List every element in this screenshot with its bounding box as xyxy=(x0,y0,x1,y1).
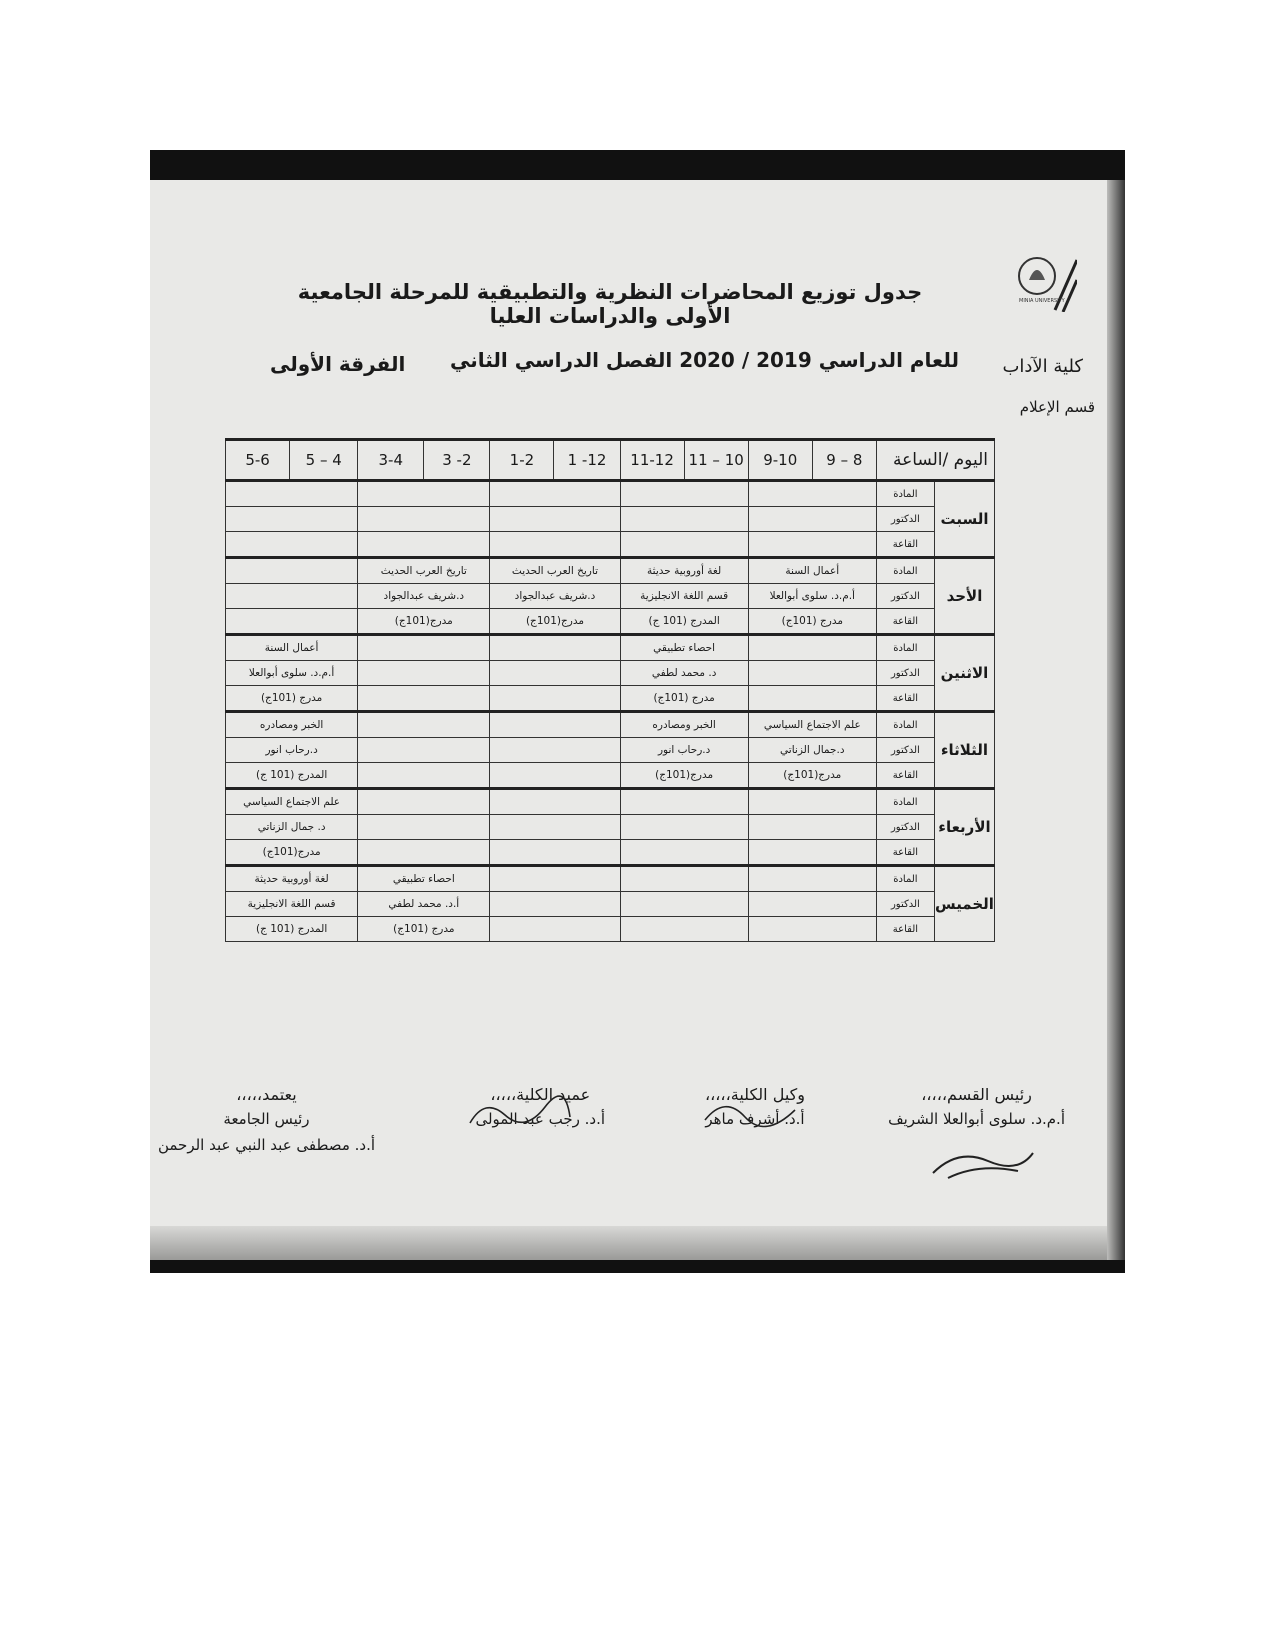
schedule-cell: مدرج (101ج) xyxy=(748,609,876,635)
row-label: القاعة xyxy=(876,917,934,942)
day-name: الاثنين xyxy=(934,635,994,712)
row-label: الدكتور xyxy=(876,892,934,917)
scanned-page-frame xyxy=(150,150,1125,1273)
row-label: القاعة xyxy=(876,763,934,789)
schedule-row xyxy=(226,686,995,712)
schedule-row xyxy=(226,481,995,507)
schedule-cell: المدرج (101 ج) xyxy=(620,609,748,635)
document-title: جدول توزيع المحاضرات النظرية والتطبيقية للمرحلة الجامعية الأولى والدراسات العليا xyxy=(297,280,923,328)
row-label: المادة xyxy=(876,635,934,661)
schedule-row xyxy=(226,507,995,532)
schedule-cell xyxy=(748,866,876,892)
schedule-cell: علم الاجتماع السياسي xyxy=(748,712,876,738)
schedule-cell: أعمال السنة xyxy=(226,635,358,661)
schedule-cell xyxy=(490,661,620,686)
schedule-cell xyxy=(490,635,620,661)
row-label: الدكتور xyxy=(876,661,934,686)
schedule-cell: أ.م.د. سلوى أبوالعلا xyxy=(748,584,876,609)
schedule-row xyxy=(226,917,995,942)
schedule-cell: مدرج(101ج) xyxy=(748,763,876,789)
schedule-cell: مدرج(101ج) xyxy=(358,609,490,635)
class-level: الفرقة الأولى xyxy=(270,352,406,376)
schedule-cell xyxy=(358,481,490,507)
schedule-cell xyxy=(358,763,490,789)
schedule-cell xyxy=(748,635,876,661)
schedule-row xyxy=(226,584,995,609)
signature-vice-dean: وكيل الكلية،،،،، أ.د. أشرف ماهر xyxy=(705,1085,805,1128)
schedule-cell xyxy=(490,686,620,712)
schedule-cell: مدرج (101ج) xyxy=(620,686,748,712)
schedule-cell: مدرج(101ج) xyxy=(490,609,620,635)
schedule-cell xyxy=(620,532,748,558)
schedule-cell: أ.م.د. سلوى أبوالعلا xyxy=(226,661,358,686)
schedule-cell xyxy=(620,892,748,917)
time-slot-header: 1-2 xyxy=(490,440,554,481)
schedule-cell xyxy=(490,532,620,558)
row-label: المادة xyxy=(876,481,934,507)
row-label: المادة xyxy=(876,866,934,892)
row-label: المادة xyxy=(876,789,934,815)
signature-scribble xyxy=(928,1143,1038,1183)
schedule-row xyxy=(226,789,995,815)
schedule-cell xyxy=(226,609,358,635)
signature-dean: عميد الكلية،،،،، أ.د. رجب عبد المولى xyxy=(475,1085,605,1128)
schedule-cell xyxy=(748,917,876,942)
schedule-row xyxy=(226,635,995,661)
schedule-cell xyxy=(490,917,620,942)
schedule-row xyxy=(226,866,995,892)
schedule-cell xyxy=(358,661,490,686)
schedule-cell xyxy=(226,584,358,609)
schedule-cell xyxy=(490,789,620,815)
schedule-cell xyxy=(490,866,620,892)
schedule-cell: د. جمال الزناتي xyxy=(226,815,358,840)
time-slot-header: 9-10 xyxy=(748,440,812,481)
schedule-cell xyxy=(620,789,748,815)
schedule-cell: الخبر ومصادره xyxy=(226,712,358,738)
time-slot-header: 2- 3 xyxy=(424,440,490,481)
day-hour-header: اليوم /الساعة xyxy=(876,440,994,481)
schedule-cell: لغة أوروبية حديثة xyxy=(226,866,358,892)
schedule-cell xyxy=(620,815,748,840)
schedule-row xyxy=(226,815,995,840)
schedule-row xyxy=(226,661,995,686)
schedule-table xyxy=(225,438,995,942)
academic-year: للعام الدراسي 2019 / 2020 الفصل الدراسي الثاني xyxy=(450,348,960,372)
schedule-row xyxy=(226,532,995,558)
svg-text:MINIA UNIVERSITY: MINIA UNIVERSITY xyxy=(1019,298,1065,304)
schedule-cell xyxy=(748,686,876,712)
schedule-cell xyxy=(748,661,876,686)
department-name: قسم الإعلام xyxy=(1019,398,1095,416)
schedule-cell: مدرج (101ج) xyxy=(358,917,490,942)
row-label: المادة xyxy=(876,558,934,584)
schedule-cell: احصاء تطبيقي xyxy=(358,866,490,892)
schedule-cell xyxy=(748,507,876,532)
time-slot-header: 4 – 5 xyxy=(290,440,358,481)
day-name: الأربعاء xyxy=(934,789,994,866)
day-name: الخميس xyxy=(934,866,994,942)
schedule-cell xyxy=(358,789,490,815)
schedule-cell xyxy=(358,738,490,763)
time-slot-header: 11-12 xyxy=(620,440,684,481)
faculty-name: كلية الآداب xyxy=(1002,356,1083,377)
schedule-cell xyxy=(620,507,748,532)
schedule-cell xyxy=(620,840,748,866)
schedule-cell: قسم اللغة الانجليزية xyxy=(226,892,358,917)
time-slot-header: 12- 1 xyxy=(554,440,620,481)
schedule-cell: علم الاجتماع السياسي xyxy=(226,789,358,815)
schedule-cell: د.شريف عبدالجواد xyxy=(358,584,490,609)
schedule-cell xyxy=(490,892,620,917)
schedule-cell: تاريخ العرب الحديث xyxy=(490,558,620,584)
schedule-cell: د.شريف عبدالجواد xyxy=(490,584,620,609)
schedule-cell xyxy=(226,558,358,584)
schedule-header-row xyxy=(226,440,995,481)
schedule-cell xyxy=(490,507,620,532)
university-logo xyxy=(1015,250,1077,312)
schedule-cell xyxy=(748,815,876,840)
time-slot-header: 8 – 9 xyxy=(812,440,876,481)
schedule-cell xyxy=(226,507,358,532)
schedule-cell xyxy=(358,532,490,558)
schedule-cell: مدرج (101ج) xyxy=(226,686,358,712)
schedule-cell xyxy=(748,481,876,507)
schedule-row xyxy=(226,609,995,635)
schedule-cell: المدرج (101 ج) xyxy=(226,917,358,942)
schedule-cell xyxy=(748,892,876,917)
row-label: المادة xyxy=(876,712,934,738)
schedule-cell: المدرج (101 ج) xyxy=(226,763,358,789)
schedule-row xyxy=(226,892,995,917)
schedule-cell xyxy=(490,815,620,840)
row-label: القاعة xyxy=(876,686,934,712)
schedule-cell xyxy=(620,866,748,892)
schedule-cell xyxy=(490,712,620,738)
schedule-row xyxy=(226,738,995,763)
schedule-cell: أعمال السنة xyxy=(748,558,876,584)
row-label: القاعة xyxy=(876,609,934,635)
row-label: الدكتور xyxy=(876,507,934,532)
schedule-cell: لغة أوروبية حديثة xyxy=(620,558,748,584)
schedule-cell xyxy=(490,840,620,866)
schedule-cell xyxy=(358,815,490,840)
day-name: السبت xyxy=(934,481,994,558)
schedule-cell xyxy=(358,507,490,532)
signature-dept-head: رئيس القسم،،،،، أ.م.د. سلوى أبوالعلا الشريف xyxy=(888,1085,1065,1128)
schedule-cell: د.رحاب انور xyxy=(620,738,748,763)
schedule-cell xyxy=(490,481,620,507)
schedule-cell: تاريخ العرب الحديث xyxy=(358,558,490,584)
schedule-cell xyxy=(358,686,490,712)
day-name: الأحد xyxy=(934,558,994,635)
schedule-row xyxy=(226,558,995,584)
schedule-cell xyxy=(748,840,876,866)
row-label: الدكتور xyxy=(876,738,934,763)
schedule-cell: د.جمال الزناتي xyxy=(748,738,876,763)
paper-sheet xyxy=(150,180,1115,1260)
row-label: القاعة xyxy=(876,840,934,866)
row-label: الدكتور xyxy=(876,584,934,609)
schedule-cell xyxy=(358,712,490,738)
schedule-row xyxy=(226,840,995,866)
schedule-cell xyxy=(226,532,358,558)
schedule-row xyxy=(226,763,995,789)
schedule-cell: قسم اللغة الانجليزية xyxy=(620,584,748,609)
schedule-cell xyxy=(748,532,876,558)
time-slot-header: 5-6 xyxy=(226,440,290,481)
signature-scribble xyxy=(465,1095,575,1135)
schedule-cell: د. محمد لطفي xyxy=(620,661,748,686)
schedule-cell xyxy=(226,481,358,507)
day-name: الثلاثاء xyxy=(934,712,994,789)
schedule-cell: مدرج(101ج) xyxy=(620,763,748,789)
schedule-cell: أ.د. محمد لطفي xyxy=(358,892,490,917)
schedule-cell: د.رحاب انور xyxy=(226,738,358,763)
schedule-cell: الخبر ومصادره xyxy=(620,712,748,738)
schedule-cell xyxy=(490,738,620,763)
schedule-cell xyxy=(358,840,490,866)
schedule-row xyxy=(226,712,995,738)
row-label: الدكتور xyxy=(876,815,934,840)
time-slot-header: 3-4 xyxy=(358,440,424,481)
schedule-cell xyxy=(620,917,748,942)
schedule-cell xyxy=(490,763,620,789)
time-slot-header: 10 – 11 xyxy=(684,440,748,481)
signature-scribble xyxy=(700,1095,800,1135)
signature-president: يعتمد،،،،، رئيس الجامعة أ.د. مصطفى عبد النبي عبد الرحمن xyxy=(157,1085,375,1154)
schedule-cell: مدرج(101ج) xyxy=(226,840,358,866)
schedule-cell xyxy=(620,481,748,507)
row-label: القاعة xyxy=(876,532,934,558)
schedule-cell xyxy=(358,635,490,661)
schedule-cell xyxy=(748,789,876,815)
schedule-cell: احصاء تطبيقي xyxy=(620,635,748,661)
scan-shadow xyxy=(1107,180,1125,1260)
